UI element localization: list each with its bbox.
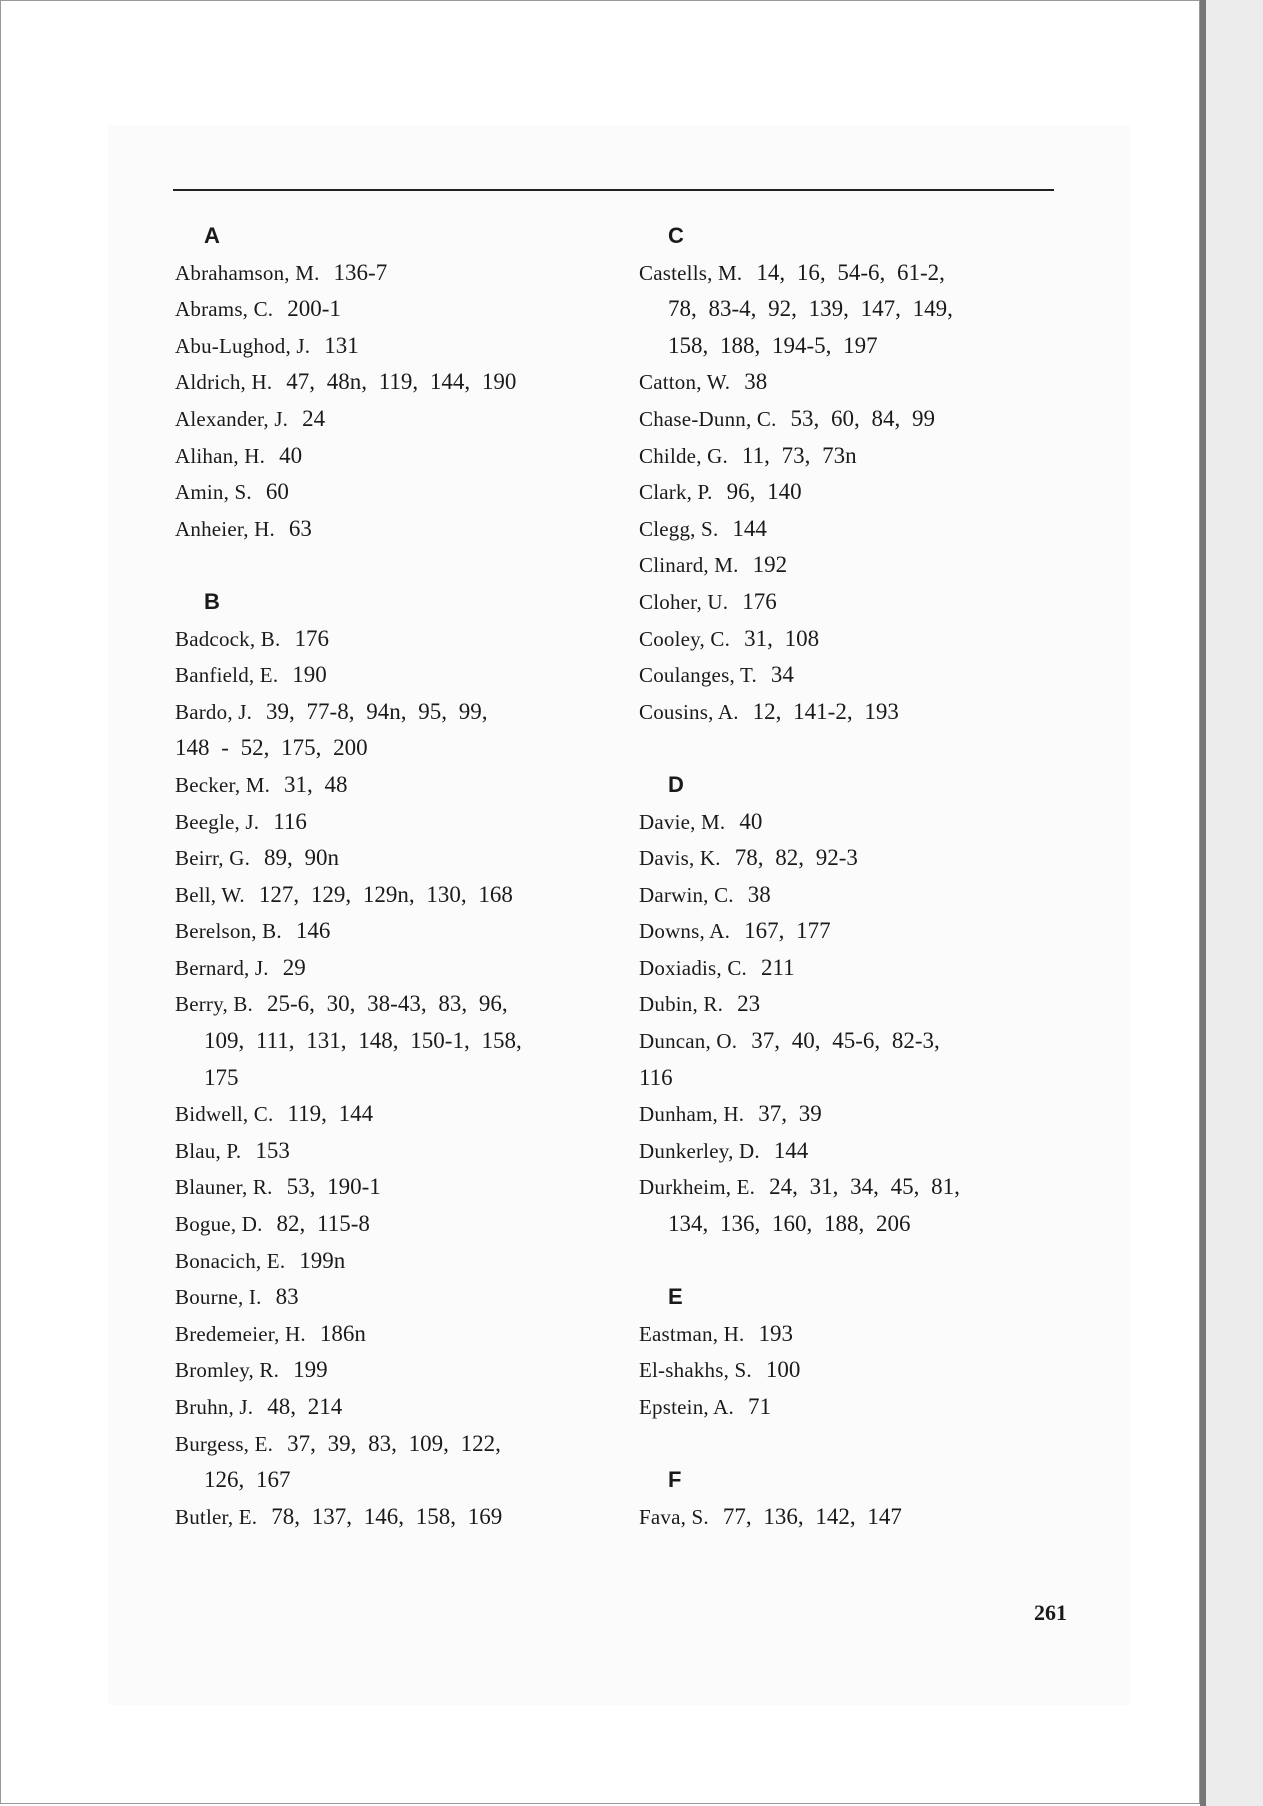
entry-name: Clegg, S. — [639, 516, 719, 541]
entry-first-line — [639, 1499, 1069, 1536]
index-entry — [175, 986, 605, 1096]
index-entry — [639, 547, 1069, 584]
index-entry — [639, 694, 1069, 731]
entry-first-line — [175, 511, 605, 548]
entry-name: Bogue, D. — [175, 1212, 263, 1237]
entry-first-line — [639, 913, 1069, 950]
entry-first-line — [639, 694, 1069, 731]
entry-pages: 53, 190-1 — [286, 1174, 381, 1200]
entry-first-line — [639, 255, 1069, 292]
entry-name: Aldrich, H. — [175, 370, 273, 395]
entry-pages: 53, 60, 84, 99 — [790, 405, 936, 431]
section-spacer — [175, 547, 605, 584]
index-entry — [639, 1023, 1069, 1096]
index-entry — [639, 1316, 1069, 1353]
entry-first-line — [175, 986, 605, 1023]
entry-first-line — [639, 657, 1069, 694]
entry-pages: 60 — [265, 479, 289, 505]
entry-first-line — [175, 291, 605, 328]
entry-name: Badcock, B. — [175, 626, 281, 651]
entry-name: Darwin, C. — [639, 882, 734, 907]
index-entry — [175, 1243, 605, 1280]
entry-pages: 96, 140 — [726, 479, 802, 505]
index-entry — [639, 438, 1069, 475]
entry-name: Abrahamson, M. — [175, 260, 320, 285]
entry-first-line — [175, 255, 605, 292]
entry-first-line — [175, 767, 605, 804]
entry-pages: 153 — [255, 1137, 290, 1163]
entry-pages: 193 — [758, 1320, 793, 1346]
entry-name: Beirr, G. — [175, 846, 251, 871]
index-entry — [639, 584, 1069, 621]
index-entry — [639, 657, 1069, 694]
entry-first-line — [639, 364, 1069, 401]
entry-name: Bourne, I. — [175, 1285, 262, 1310]
entry-pages: 48, 214 — [267, 1394, 343, 1419]
entry-name: Alihan, H. — [175, 443, 266, 468]
entry-name: Downs, A. — [639, 919, 731, 944]
entry-pages-continued: 134, 136, 160, 188, 206 — [668, 1211, 911, 1237]
entry-name: Bardo, J. — [175, 699, 253, 724]
entry-first-line — [175, 1133, 605, 1170]
index-entry — [639, 1389, 1069, 1426]
entry-first-line — [639, 1169, 1069, 1206]
entry-first-line — [639, 474, 1069, 511]
index-entry — [175, 694, 605, 767]
entry-pages-continued: 116 — [639, 1064, 673, 1090]
entry-name: Banfield, E. — [175, 663, 279, 688]
index-entry — [175, 1352, 605, 1389]
index-entry — [639, 950, 1069, 987]
entry-first-line — [175, 364, 605, 401]
entry-first-line — [175, 1389, 605, 1426]
section-letter: E — [668, 1284, 683, 1310]
section-letter: D — [668, 771, 684, 797]
entry-first-line — [639, 1352, 1069, 1389]
entry-name: Eastman, H. — [639, 1321, 745, 1346]
entry-pages-continued: 175 — [204, 1064, 239, 1090]
entry-pages: 190 — [292, 662, 327, 688]
index-entry — [175, 840, 605, 877]
entry-first-line — [175, 1169, 605, 1206]
index-entry — [175, 511, 605, 548]
entry-pages-continued: 78, 83-4, 92, 139, 147, 149, — [668, 296, 953, 322]
entry-name: Burgess, E. — [175, 1431, 274, 1456]
entry-name: Castells, M. — [639, 260, 743, 285]
entry-pages: 131 — [324, 332, 359, 358]
entry-pages: 100 — [765, 1357, 801, 1383]
entry-name: Bidwell, C. — [175, 1102, 274, 1127]
entry-pages: 146 — [295, 918, 331, 944]
entry-pages: 31, 48 — [284, 771, 348, 797]
entry-name: Blau, P. — [175, 1138, 242, 1163]
entry-pages-continued: 158, 188, 194-5, 197 — [668, 332, 878, 358]
index-entry — [175, 401, 605, 438]
entry-first-line — [639, 986, 1069, 1023]
entry-first-line — [175, 328, 605, 365]
section-letter: C — [668, 223, 684, 248]
entry-pages: 24 — [302, 405, 326, 431]
entry-name: Abu-Lughod, J. — [175, 333, 311, 358]
entry-pages: 176 — [742, 588, 777, 614]
entry-first-line — [175, 877, 605, 914]
entry-first-line — [639, 1316, 1069, 1353]
entry-pages: 199n — [299, 1247, 346, 1273]
entry-pages: 78, 137, 146, 158, 169 — [271, 1503, 503, 1529]
index-entry — [175, 767, 605, 804]
entry-pages: 11, 73, 73n — [741, 442, 857, 468]
entry-name: Bonacich, E. — [175, 1248, 286, 1273]
entry-first-line — [639, 547, 1069, 584]
index-column-left — [175, 218, 605, 1535]
index-entry — [639, 913, 1069, 950]
entry-first-line — [175, 474, 605, 511]
entry-pages-continued: 109, 111, 131, 148, 150-1, 158, — [204, 1028, 522, 1054]
index-entry — [175, 1426, 605, 1499]
index-entry — [175, 950, 605, 987]
entry-name: Abrams, C. — [175, 297, 274, 322]
entry-name: Clark, P. — [639, 480, 713, 505]
entry-first-line — [175, 438, 605, 475]
entry-name: Bredemeier, H. — [175, 1321, 306, 1346]
entry-name: Bernard, J. — [175, 955, 269, 980]
entry-pages: 89, 90n — [264, 845, 340, 871]
entry-pages: 63 — [288, 515, 312, 541]
entry-name: Bruhn, J. — [175, 1395, 254, 1419]
entry-first-line — [175, 840, 605, 877]
entry-pages: 186n — [319, 1320, 366, 1346]
entry-pages: 40 — [279, 442, 303, 468]
entry-pages: 144 — [773, 1137, 809, 1163]
entry-name: Coulanges, T. — [639, 663, 757, 688]
index-entry — [639, 255, 1069, 365]
section-letter: B — [204, 588, 220, 614]
entry-name: Durkheim, E. — [639, 1175, 756, 1200]
entry-name: Dunham, H. — [639, 1102, 745, 1127]
index-entry — [175, 1389, 605, 1426]
entry-pages: 167, 177 — [744, 918, 831, 944]
entry-first-line — [639, 877, 1069, 914]
entry-name: Dubin, R. — [639, 992, 724, 1017]
entry-first-line — [639, 511, 1069, 548]
index-entry — [175, 804, 605, 841]
entry-name: Doxiadis, C. — [639, 955, 747, 980]
index-entry — [639, 1499, 1069, 1536]
entry-pages: 82, 115-8 — [276, 1211, 370, 1237]
viewer-background — [1206, 0, 1263, 1806]
entry-first-line — [175, 401, 605, 438]
index-entry — [639, 1096, 1069, 1133]
index-entry — [639, 621, 1069, 658]
index-entry — [639, 804, 1069, 841]
entry-pages: 31, 108 — [744, 625, 820, 651]
section-letter: A — [204, 223, 220, 248]
entry-pages: 34 — [770, 662, 794, 688]
entry-name: Cooley, C. — [639, 626, 731, 651]
entry-pages: 116 — [273, 808, 307, 834]
entry-name: Epstein, A. — [639, 1395, 734, 1419]
index-entry — [639, 364, 1069, 401]
entry-first-line — [175, 950, 605, 987]
entry-pages: 38 — [747, 881, 771, 907]
index-entry — [639, 1169, 1069, 1242]
entry-first-line — [175, 621, 605, 658]
index-entry — [175, 913, 605, 950]
entry-name: Bromley, R. — [175, 1358, 280, 1383]
index-entry — [175, 438, 605, 475]
entry-pages: 176 — [294, 625, 329, 651]
index-entry — [639, 1133, 1069, 1170]
index-entry — [175, 877, 605, 914]
entry-name: Beegle, J. — [175, 809, 260, 834]
entry-pages: 71 — [747, 1394, 771, 1419]
index-entry — [175, 1316, 605, 1353]
index-entry — [639, 986, 1069, 1023]
entry-name: Davie, M. — [639, 809, 726, 834]
entry-first-line — [639, 950, 1069, 987]
section-spacer — [639, 1426, 1069, 1463]
index-entry — [175, 621, 605, 658]
entry-pages-continued: 148 - 52, 175, 200 — [175, 735, 368, 761]
entry-name: Dunkerley, D. — [639, 1138, 760, 1163]
entry-first-line — [639, 840, 1069, 877]
entry-pages: 23 — [737, 991, 761, 1017]
index-entry — [639, 877, 1069, 914]
entry-name: Davis, K. — [639, 846, 721, 871]
entry-name: Berry, B. — [175, 992, 254, 1017]
entry-first-line — [639, 804, 1069, 841]
index-entry — [175, 1206, 605, 1243]
entry-pages: 192 — [752, 552, 788, 578]
entry-pages: 39, 77-8, 94n, 95, 99, — [266, 698, 488, 724]
entry-first-line — [175, 913, 605, 950]
entry-pages: 12, 141-2, 193 — [752, 698, 899, 724]
index-entry — [639, 511, 1069, 548]
index-entry — [175, 255, 605, 292]
entry-pages: 77, 136, 142, 147 — [722, 1503, 902, 1529]
entry-name: Anheier, H. — [175, 516, 275, 541]
index-entry — [175, 1499, 605, 1536]
entry-first-line — [175, 657, 605, 694]
entry-pages: 14, 16, 54-6, 61-2, — [756, 259, 945, 285]
entry-first-line — [639, 621, 1069, 658]
entry-pages: 200-1 — [287, 296, 341, 322]
entry-name: Bell, W. — [175, 882, 245, 907]
entry-first-line — [175, 1279, 605, 1316]
header-rule — [173, 189, 1054, 191]
entry-pages: 47, 48n, 119, 144, 190 — [286, 369, 517, 395]
entry-pages: 37, 40, 45-6, 82-3, — [751, 1028, 940, 1054]
entry-name: Catton, W. — [639, 370, 731, 395]
entry-pages: 127, 129, 129n, 130, 168 — [258, 881, 513, 907]
entry-name: Alexander, J. — [175, 406, 289, 431]
section-letter: F — [668, 1467, 682, 1493]
entry-first-line — [639, 438, 1069, 475]
entry-first-line — [175, 1352, 605, 1389]
entry-first-line — [175, 1316, 605, 1353]
entry-first-line — [175, 1096, 605, 1133]
entry-name: Butler, E. — [175, 1504, 258, 1529]
entry-pages: 119, 144 — [287, 1101, 374, 1127]
entry-pages: 211 — [761, 954, 795, 980]
entry-pages: 38 — [744, 369, 768, 395]
entry-pages: 37, 39 — [758, 1101, 822, 1127]
entry-pages: 37, 39, 83, 109, 122, — [287, 1430, 501, 1456]
index-entry — [639, 401, 1069, 438]
entry-pages-continued: 126, 167 — [204, 1467, 291, 1493]
entry-name: Berelson, B. — [175, 919, 282, 944]
entry-pages: 24, 31, 34, 45, 81, — [769, 1174, 960, 1200]
entry-pages: 40 — [739, 808, 763, 834]
entry-first-line — [175, 1243, 605, 1280]
entry-pages: 83 — [275, 1284, 299, 1310]
entry-first-line — [639, 1133, 1069, 1170]
entry-first-line — [639, 1023, 1069, 1060]
index-entry — [175, 657, 605, 694]
entry-first-line — [175, 1206, 605, 1243]
entry-pages: 144 — [732, 515, 767, 541]
index-entry — [175, 364, 605, 401]
entry-first-line — [639, 584, 1069, 621]
index-column-right — [639, 218, 1069, 1535]
section-spacer — [639, 1243, 1069, 1280]
entry-first-line — [639, 1389, 1069, 1426]
page-number: 261 — [1034, 1600, 1067, 1625]
entry-name: Clinard, M. — [639, 553, 739, 578]
entry-name: Cloher, U. — [639, 589, 729, 614]
entry-name: Chase-Dunn, C. — [639, 406, 777, 431]
entry-name: Blauner, R. — [175, 1175, 273, 1200]
entry-first-line — [639, 1096, 1069, 1133]
entry-name: Amin, S. — [175, 480, 252, 505]
entry-name: Cousins, A. — [639, 699, 739, 724]
index-entry — [175, 1279, 605, 1316]
index-entry — [175, 291, 605, 328]
entry-name: Becker, M. — [175, 772, 271, 797]
entry-pages: 78, 82, 92-3 — [734, 845, 858, 871]
entry-pages: 136-7 — [333, 259, 388, 285]
index-entry — [639, 840, 1069, 877]
entry-first-line — [175, 694, 605, 731]
section-spacer — [639, 730, 1069, 767]
index-entry — [175, 1133, 605, 1170]
entry-name: Childe, G. — [639, 443, 728, 468]
entry-first-line — [175, 1426, 605, 1463]
index-entry — [175, 474, 605, 511]
entry-name: Duncan, O. — [639, 1029, 738, 1054]
entry-first-line — [175, 804, 605, 841]
entry-pages: 199 — [293, 1357, 328, 1383]
index-entry — [175, 328, 605, 365]
entry-pages: 29 — [282, 954, 306, 980]
entry-name: Fava, S. — [639, 1504, 709, 1529]
entry-first-line — [639, 401, 1069, 438]
index-entry — [175, 1096, 605, 1133]
index-entry — [639, 1352, 1069, 1389]
entry-first-line — [175, 1499, 605, 1536]
entry-pages: 25-6, 30, 38-43, 83, 96, — [267, 991, 508, 1017]
index-entry — [175, 1169, 605, 1206]
entry-name: El-shakhs, S. — [639, 1358, 752, 1383]
index-entry — [639, 474, 1069, 511]
